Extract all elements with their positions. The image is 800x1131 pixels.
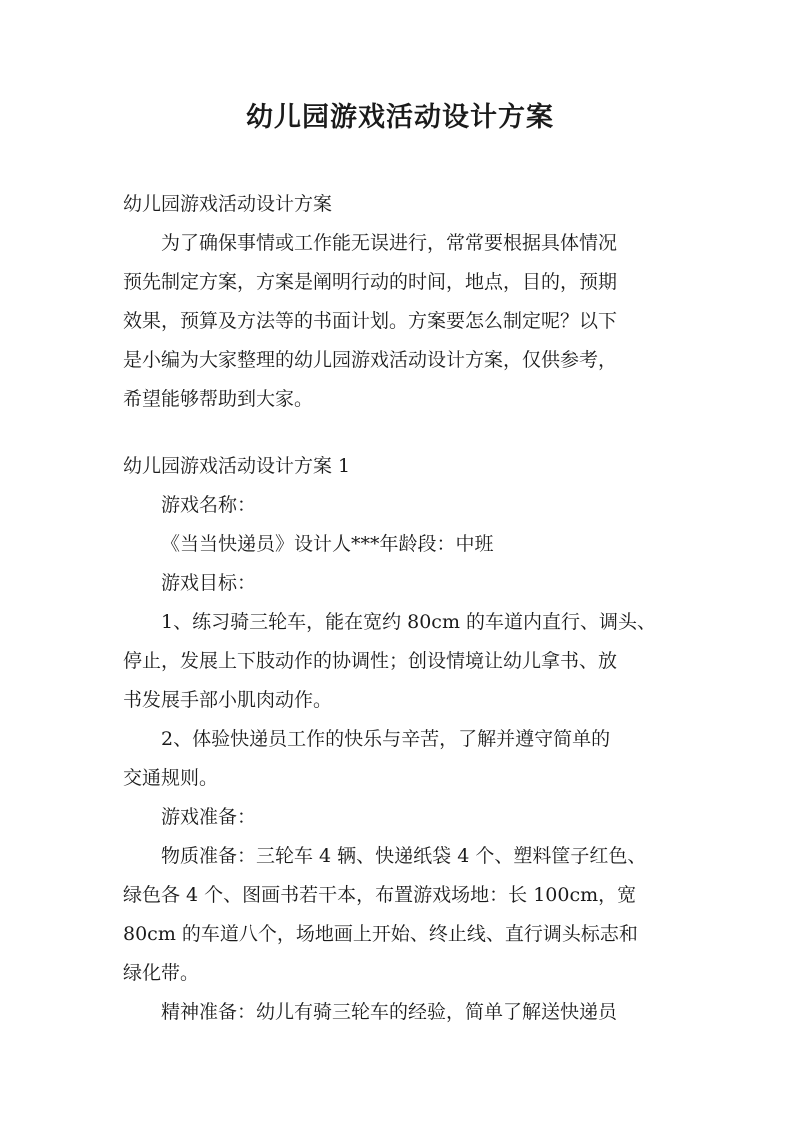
- document-title: 幼儿园游戏活动设计方案: [246, 102, 554, 133]
- section-1-line: 精神准备：幼儿有骑三轮车的经验，简单了解送快递员: [161, 1001, 618, 1023]
- section-1-line: 游戏名称：: [161, 494, 257, 516]
- intro-line: 为了确保事情或工作能无误进行，常常要根据具体情况: [161, 232, 618, 254]
- intro-line: 预先制定方案，方案是阐明行动的时间，地点，目的，预期: [123, 271, 618, 293]
- intro-heading: 幼儿园游戏活动设计方案: [123, 193, 333, 215]
- section-1-line: 游戏准备：: [161, 806, 257, 828]
- section-1-line: 绿化带。: [123, 962, 200, 984]
- section-1-line: 交通规则。: [123, 767, 219, 789]
- intro-line: 是小编为大家整理的幼儿园游戏活动设计方案，仅供参考，: [123, 349, 618, 371]
- section-1-line: 《当当快递员》设计人***年龄段：中班: [161, 533, 494, 555]
- section-1-line: 书发展手部小肌肉动作。: [123, 689, 333, 711]
- section-1-line: 1、练习骑三轮车，能在宽约 80cm 的车道内直行、调头、: [161, 611, 657, 633]
- section-1-line: 游戏目标：: [161, 572, 257, 594]
- section-1-line: 物质准备：三轮车 4 辆、快递纸袋 4 个、塑料筐子红色、: [161, 845, 647, 867]
- section-1-line: 绿色各 4 个、图画书若干本，布置游戏场地：长 100cm，宽: [123, 884, 637, 906]
- section-1-heading: 幼儿园游戏活动设计方案 1: [123, 455, 351, 477]
- intro-block: [123, 185, 683, 419]
- intro-line: 希望能够帮助到大家。: [123, 388, 314, 410]
- section-1-block: [123, 447, 683, 1032]
- section-1-line: 80cm 的车道八个，场地画上开始、终止线、直行调头标志和: [123, 923, 638, 945]
- section-1-line: 停止，发展上下肢动作的协调性；创设情境让幼儿拿书、放: [123, 650, 618, 672]
- section-1-lines: [123, 486, 683, 1032]
- intro-line: 效果，预算及方法等的书面计划。方案要怎么制定呢？以下: [123, 310, 618, 332]
- section-1-line: 2、体验快递员工作的快乐与辛苦，了解并遵守简单的: [161, 728, 611, 750]
